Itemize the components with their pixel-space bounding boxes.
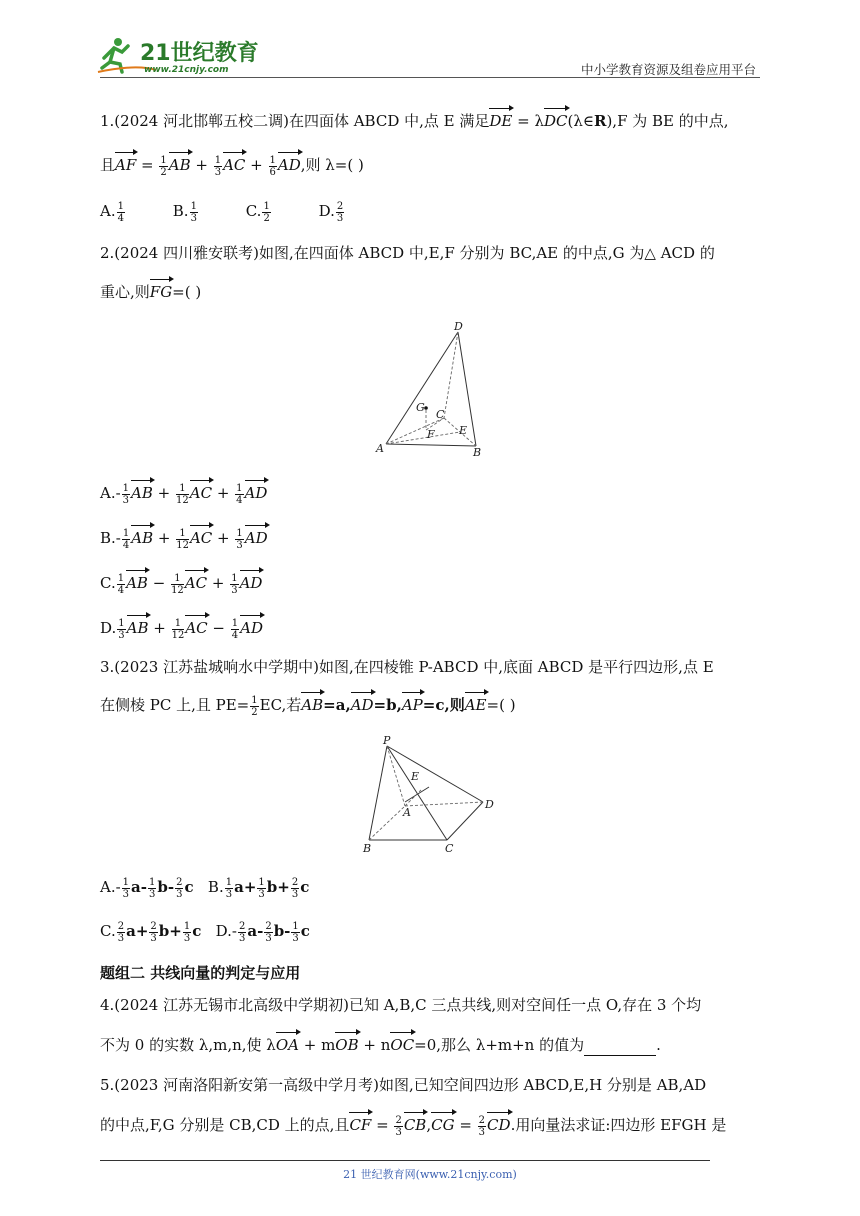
q3-option-d: D.- $\frac{2}{3}$ a- $\frac{2}{3}$ b- $\frac{1}{3}$ c xyxy=(215,920,310,944)
tetrahedron-figure xyxy=(370,318,500,458)
svg-text:C: C xyxy=(445,842,454,855)
q4-line2: 不为 0 的实数 λ,m,n,使 λOA + mOB + nOC=0,那么 λ+m+n 的值为 . xyxy=(100,1036,661,1054)
svg-text:21世纪教育: 21世纪教育 xyxy=(140,41,259,66)
q2-option-d: D. $\frac{1}{3}$ AB + $\frac{1}{12}$ AC − $\frac{1}{4}$ AD xyxy=(100,617,263,641)
q4-line1: 4.(2024 江苏无锡市北高级中学期初)已知 A,B,C 三点共线,则对空间任一点 O,存在 3 个均 xyxy=(100,996,702,1014)
q2-line1: 2.(2024 四川雅安联考)如图,在四面体 ABCD 中,E,F 分别为 BC,AE 的中点,G 为△ ACD 的 xyxy=(100,244,715,262)
q2-option-c: C. $\frac{1}{4}$ AB − $\frac{1}{12}$ AC + $\frac{1}{3}$ AD xyxy=(100,572,263,596)
site-logo xyxy=(96,34,266,74)
footer-divider xyxy=(100,1160,710,1161)
q3-option-c: C. $\frac{2}{3}$ a+ $\frac{2}{3}$ b+ $\frac{1}{3}$ c xyxy=(100,920,202,944)
svg-text:www.21cnjy.com: www.21cnjy.com xyxy=(144,65,229,74)
pyramid-figure xyxy=(355,732,505,857)
footer-link[interactable]: 21 世纪教育网(www.21cnjy.com) xyxy=(343,1168,517,1181)
svg-text:B: B xyxy=(473,446,482,458)
q1-line1: 1.(2024 河北邯郸五校二调)在四面体 ABCD 中,点 E 满足DE = λDC(λ∈R),F 为 BE 的中点, xyxy=(100,112,729,130)
answer-blank[interactable] xyxy=(584,1039,656,1056)
q1-option-d: D. $\frac{2}{3}$ xyxy=(318,200,344,224)
q1-option-b: B. $\frac{1}{3}$ xyxy=(172,200,197,224)
q3-options-cd xyxy=(100,920,310,944)
svg-text:G: G xyxy=(416,401,425,414)
svg-text:F: F xyxy=(427,428,435,441)
q3-line2: 在侧棱 PC 上,且 PE= $\frac{1}{2}$ EC,若AB=a,AD=b,AP=c,则AE=( ) xyxy=(100,694,516,718)
q3-option-a: A.- $\frac{1}{3}$ a- $\frac{1}{3}$ b- $\frac{2}{3}$ c xyxy=(100,876,194,900)
q2-line2: 重心,则FG=( ) xyxy=(100,283,202,301)
header-divider xyxy=(100,77,760,78)
svg-text:B: B xyxy=(363,842,372,855)
svg-text:P: P xyxy=(383,734,391,747)
q1-line2: 且AF = $\frac{1}{2}$ AB + $\frac{1}{3}$ AC + $\frac{1}{6}$ AD,则 λ=( ) xyxy=(100,154,364,178)
svg-text:E: E xyxy=(459,424,468,437)
svg-text:D: D xyxy=(485,798,494,811)
q3-option-b: B. $\frac{1}{3}$ a+ $\frac{1}{3}$ b+ $\frac{2}{3}$ c xyxy=(207,876,310,900)
svg-text:C: C xyxy=(436,408,445,421)
q1-options xyxy=(100,200,387,224)
q1-option-a: A. $\frac{1}{4}$ xyxy=(100,200,124,224)
q5-line1: 5.(2023 河南洛阳新安第一高级中学月考)如图,已知空间四边形 ABCD,E,H 分别是 AB,AD xyxy=(100,1076,707,1094)
q1-option-c: C. $\frac{1}{2}$ xyxy=(245,200,270,224)
section-heading: 题组二 共线向量的判定与应用 xyxy=(100,964,301,982)
svg-text:E: E xyxy=(411,770,420,783)
q2-option-a: A.- $\frac{1}{3}$ AB + $\frac{1}{12}$ AC + $\frac{1}{4}$ AD xyxy=(100,482,268,506)
q2-option-b: B.- $\frac{1}{4}$ AB + $\frac{1}{12}$ AC + $\frac{1}{3}$ AD xyxy=(100,527,268,551)
svg-text:A: A xyxy=(376,442,384,455)
q3-line1: 3.(2023 江苏盐城响水中学期中)如图,在四棱锥 P-ABCD 中,底面 ABCD 是平行四边形,点 E xyxy=(100,658,714,676)
q3-options-ab xyxy=(100,876,309,900)
q5-line2: 的中点,F,G 分别是 CB,CD 上的点,且CF = $\frac{2}{3}$ CB,CG = $\frac{2}{3}$ CD.用向量法求证:四边形 EFGH 是 xyxy=(100,1114,727,1138)
header-tagline: 中小学教育资源及组卷应用平台 xyxy=(580,62,756,77)
svg-text:A: A xyxy=(403,806,411,819)
svg-text:D: D xyxy=(454,320,463,333)
